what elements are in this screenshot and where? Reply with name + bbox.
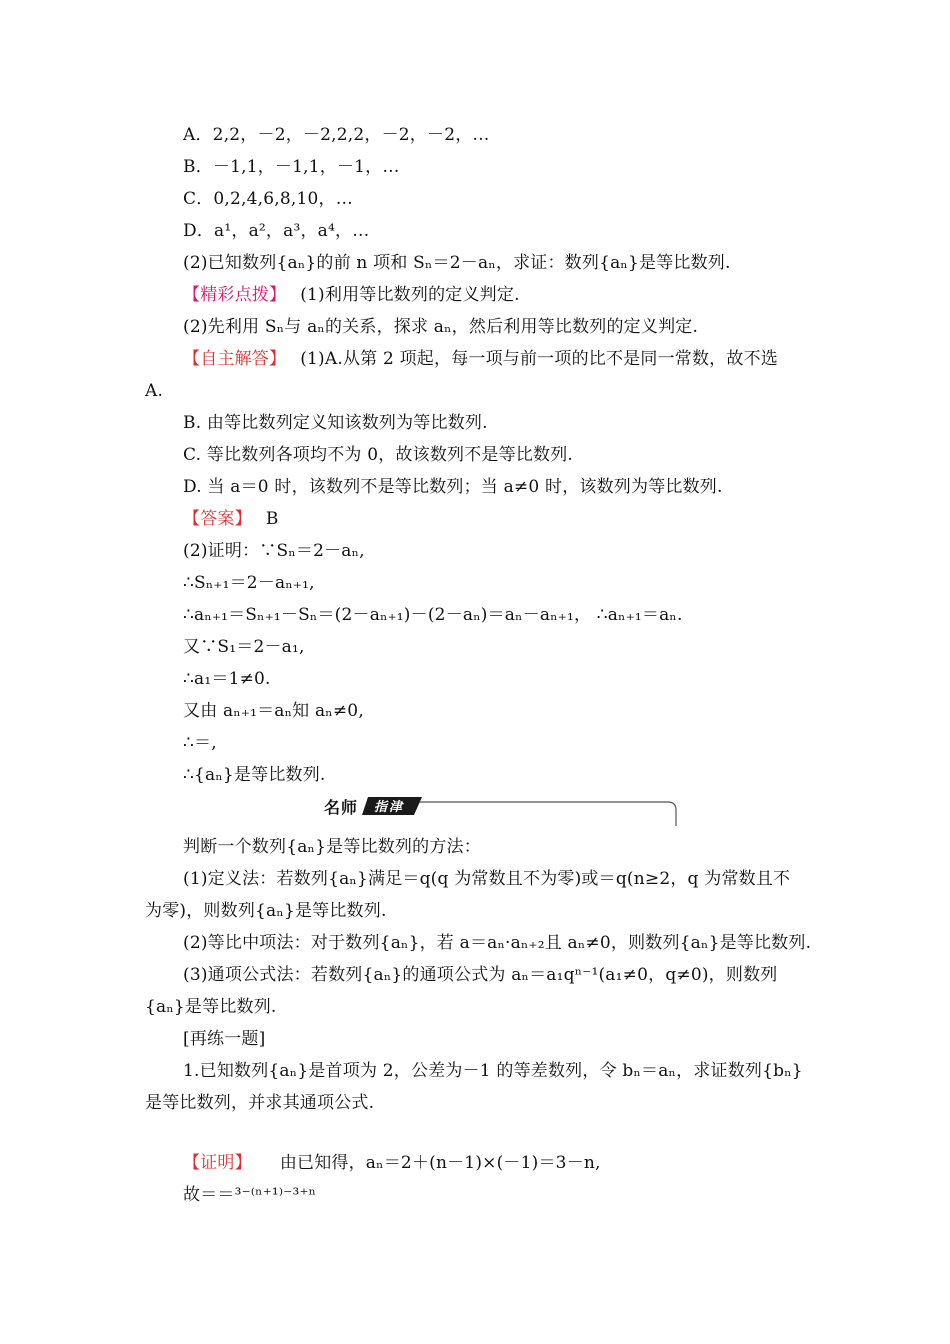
proof-line-3: ∴aₙ₊₁＝Sₙ₊₁－Sₙ＝(2－aₙ₊₁)－(2－aₙ)＝aₙ－aₙ₊₁， ∴aₙ₊₁＝aₙ. — [183, 605, 683, 625]
teacher-guide-banner — [312, 793, 680, 827]
question-part2: (2)已知数列{aₙ}的前 n 项和 Sₙ＝2－aₙ，求证：数列{aₙ}是等比数列. — [183, 253, 731, 273]
option-b: B．－1,1，－1,1，－1，… — [183, 157, 400, 177]
hint-label: 【精彩点拨】 — [183, 285, 287, 305]
practice-heading: [再练一题] — [183, 1029, 266, 1049]
answer-label: 【答案】 — [183, 509, 252, 529]
solution-line-1-cont: A. — [145, 381, 164, 401]
banner-frame — [312, 793, 680, 827]
proof-line-8: ∴{aₙ}是等比数列. — [183, 765, 326, 785]
proof-line-2: ∴Sₙ₊₁＝2－aₙ₊₁, — [183, 573, 315, 593]
solution-line-c: C. 等比数列各项均不为 0，故该数列不是等比数列. — [183, 445, 574, 465]
guide-intro: 判断一个数列{aₙ}是等比数列的方法： — [183, 837, 481, 857]
proof2-label: 【证明】 — [183, 1153, 252, 1173]
hint-line-2: (2)先利用 Sₙ与 aₙ的关系，探求 aₙ，然后利用等比数列的定义判定. — [183, 317, 699, 337]
proof2-line-1 — [183, 1151, 601, 1175]
hint-text-1: (1)利用等比数列的定义判定. — [300, 285, 520, 305]
guide-method-1-line-2: 为零)，则数列{aₙ}是等比数列. — [145, 901, 387, 921]
option-d: D．a¹，a²，a³，a⁴，… — [183, 221, 370, 241]
proof-line-1: (2)证明：∵Sₙ＝2－aₙ, — [183, 541, 365, 561]
answer-line — [183, 507, 279, 531]
proof-line-5: ∴a₁＝1≠0. — [183, 669, 271, 689]
solution-line-b: B. 由等比数列定义知该数列为等比数列. — [183, 413, 488, 433]
guide-method-3-line-1: (3)通项公式法：若数列{aₙ}的通项公式为 aₙ＝a₁qⁿ⁻¹(a₁≠0，q≠0)，则数列 — [183, 965, 778, 985]
proof2-line-2: 故＝＝³⁻⁽ⁿ⁺¹⁾⁻³⁺ⁿ — [183, 1185, 317, 1205]
proof2-text-1: 由已知得，aₙ＝2＋(n－1)×(－1)＝3－n, — [279, 1153, 601, 1173]
solution-line-1 — [183, 347, 778, 371]
solution-text-1: (1)A.从第 2 项起，每一项与前一项的比不是同一常数，故不选 — [300, 349, 778, 369]
guide-method-1-line-1: (1)定义法：若数列{aₙ}满足＝q(q 为常数且不为零)或＝q(n≥2，q 为常数且不 — [183, 869, 791, 889]
solution-label: 【自主解答】 — [183, 349, 287, 369]
option-a: A．2,2，－2，－2,2,2，－2，－2，… — [183, 125, 490, 145]
proof-line-7: ∴＝, — [183, 733, 217, 753]
proof-line-4: 又∵S₁＝2－a₁, — [183, 637, 305, 657]
practice-question-line-1: 1.已知数列{aₙ}是首项为 2，公差为－1 的等差数列，令 bₙ＝aₙ，求证数列{bₙ} — [183, 1061, 803, 1081]
proof-line-6: 又由 aₙ₊₁＝aₙ知 aₙ≠0, — [183, 701, 364, 721]
option-c: C．0,2,4,6,8,10，… — [183, 189, 353, 209]
banner-title: 名师 — [324, 798, 359, 817]
practice-question-line-2: 是等比数列，并求其通项公式. — [145, 1093, 375, 1113]
answer-value: B — [265, 509, 279, 529]
solution-line-d: D. 当 a＝0 时，该数列不是等比数列；当 a≠0 时，该数列为等比数列. — [183, 477, 723, 497]
hint-line-1 — [183, 283, 520, 307]
guide-method-2: (2)等比中项法：对于数列{aₙ}，若 a＝aₙ·aₙ₊₂且 aₙ≠0，则数列{aₙ}是等比数列. — [183, 933, 812, 953]
guide-method-3-line-2: {aₙ}是等比数列. — [145, 997, 277, 1017]
banner-subtitle: 指津 — [374, 800, 405, 815]
